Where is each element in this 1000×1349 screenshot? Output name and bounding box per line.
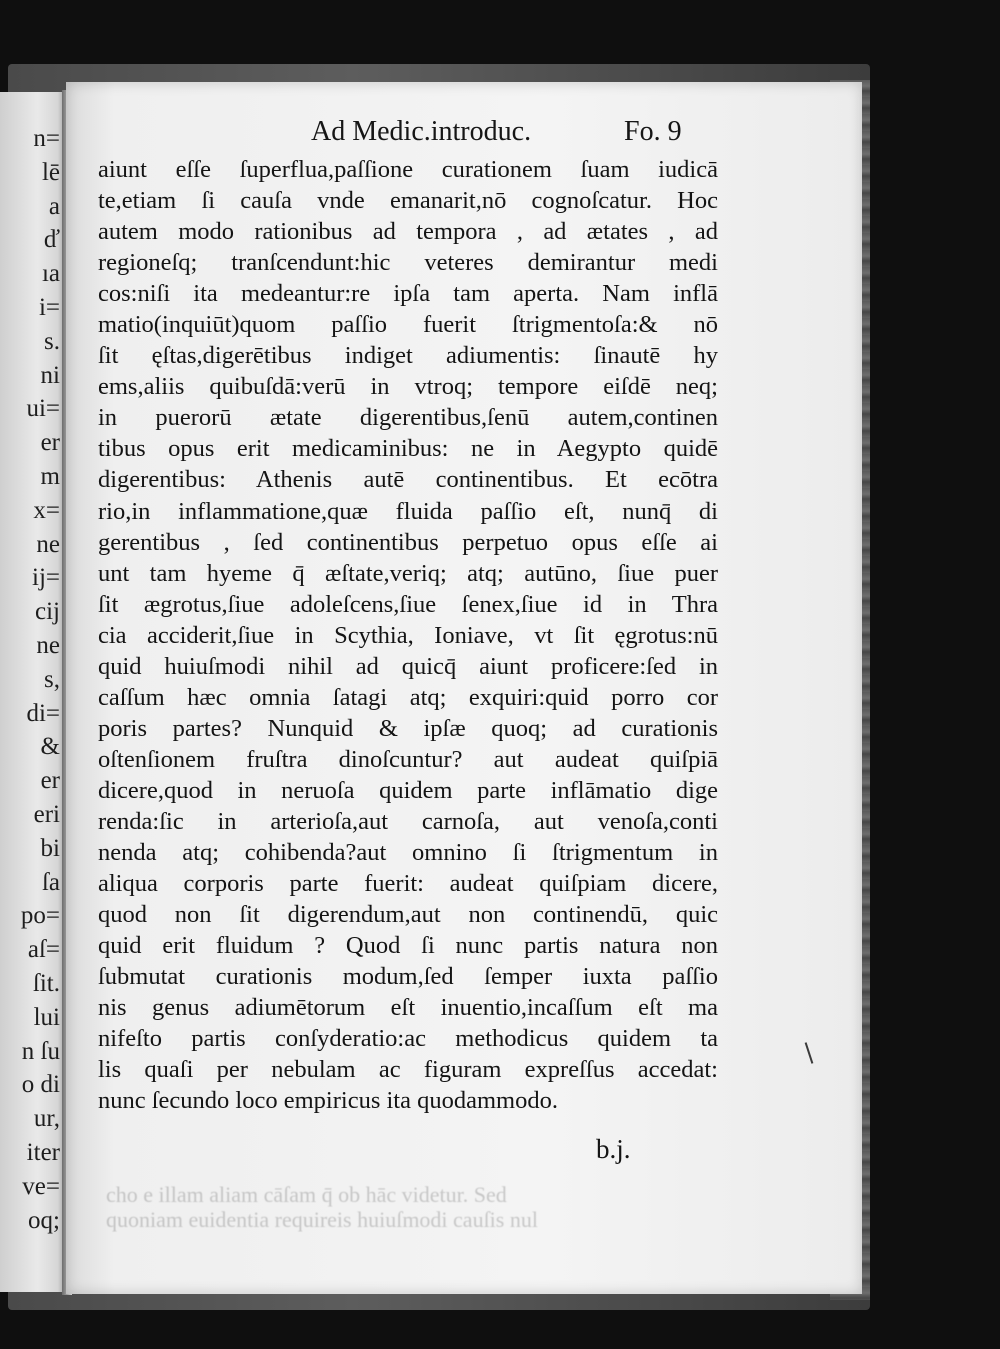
text-line: cos:niſi ita medeantur:re ipſa tam aperta. Nam inflā xyxy=(98,280,718,308)
left-page-fragment: o di xyxy=(21,1071,60,1099)
left-page-fragment: ď xyxy=(43,226,60,254)
folio-number: Fo. 9 xyxy=(624,116,682,147)
left-page-fragment: ni xyxy=(40,361,60,389)
text-line: nis genus adiumētorum eſt inuentio,incaſſum eſt ma xyxy=(98,994,718,1022)
left-page-fragment: i= xyxy=(38,293,60,321)
left-page-fragment: ur, xyxy=(33,1105,60,1133)
left-page-fragment: ſit. xyxy=(32,969,60,997)
left-page-fragment: s, xyxy=(44,665,60,693)
text-line: gerentibus , ſed continentibus perpetuo opus eſſe ai xyxy=(98,528,718,556)
text-line: autem modo rationibus ad tempora , ad ætates , ad xyxy=(98,218,718,246)
text-line: in puerorū ætate digerentibus,ſenū autem,continen xyxy=(98,404,718,432)
text-line: tibus opus erit medicaminibus: ne in Aegypto quidē xyxy=(98,435,718,463)
left-page-fragment: ıa xyxy=(41,260,60,288)
left-page-fragment: er xyxy=(40,429,60,457)
running-head-title: Ad Medic.introduc. xyxy=(311,116,532,147)
text-line: nifeſto partis conſyderatio:ac methodicus quidem ta xyxy=(98,1025,718,1053)
running-head xyxy=(311,116,731,156)
left-page-fragment: cij xyxy=(35,598,60,626)
left-page-fragment: n ſu xyxy=(21,1037,60,1065)
left-page-fragment: ne xyxy=(36,530,60,558)
signature-mark: b.j. xyxy=(596,1134,631,1164)
text-line: regioneſq; tranſcendunt:hic veteres demirantur medi xyxy=(98,249,718,277)
left-page-fragment: lē xyxy=(41,158,60,186)
text-line: cia acciderit,ſiue in Scythia, Ioniave, vt ſit ęgrotus:nū xyxy=(98,621,718,649)
text-line: matio(inquiūt)quom paſſio fuerit ſtrigmentoſa:& nō xyxy=(98,311,718,339)
left-page-fragment: a xyxy=(48,192,60,220)
stray-ink-mark xyxy=(805,1042,814,1064)
left-page-fragment: lui xyxy=(33,1003,60,1031)
left-page-fragment: ne xyxy=(36,631,60,659)
left-page-fragment: m xyxy=(40,462,60,490)
left-page-edge xyxy=(0,92,68,1292)
left-page-fragment: ui= xyxy=(26,395,60,423)
text-line: quod non ſit digerendum,aut non continendū, quic xyxy=(98,901,718,929)
text-line: oſtenſionem fruſtra dinoſcuntur? aut audeat quiſpiā xyxy=(98,745,718,773)
text-line: aiunt eſſe ſuperflua,paſſione curationem ſuam iudicā xyxy=(98,156,718,183)
text-line: ſit ægrotus,ſiue adoleſcens,ſiue ſenex,ſiue id in Thra xyxy=(98,590,718,618)
text-line: ems,aliis quibuſdā:verū in vtroq; tempore eiſdē neq; xyxy=(98,373,718,401)
text-line: ſit ęſtas,digerētibus indiget adiumentis: ſinautē hy xyxy=(98,342,718,370)
show-through-bleed: cho e illam aliam cāſam q̄ ob hāc videtur. Sed quoniam euidentia requireis huiuſmodi cauſis nul xyxy=(106,1182,538,1232)
left-page-fragment: x= xyxy=(33,496,60,524)
text-line: nenda atq; cohibenda?aut omnino ſi ſtrigmentum in xyxy=(98,839,718,867)
text-line: rio,in inflammatione,quæ fluida paſſio eſt, nunq̄ di xyxy=(98,497,718,525)
left-page-fragment: bi xyxy=(40,834,60,862)
text-line: aliqua corporis parte fuerit: audeat quiſpiam dicere, xyxy=(98,870,718,898)
text-line: lis quaſi per nebulam ac figuram expreſſus accedat: xyxy=(98,1056,718,1084)
text-line: caſſum hæc omnia ſatagi atq; exquiri:quid porro cor xyxy=(98,683,718,711)
left-page-fragment: ve= xyxy=(22,1172,60,1200)
left-page-text-fragments xyxy=(0,122,62,1237)
left-page-fragment: oq; xyxy=(28,1206,60,1234)
text-line: ſubmutat curationis modum,ſed ſemper iuxta paſſio xyxy=(98,963,718,991)
left-page-fragment: er xyxy=(40,767,60,795)
left-page-fragment: di= xyxy=(26,699,60,727)
left-page-fragment: eri xyxy=(33,800,60,828)
text-line: te,etiam ſi cauſa vnde emanarit,nō cognoſcatur. Hoc xyxy=(98,187,718,215)
left-page-fragment: n= xyxy=(33,125,60,152)
left-page-fragment: po= xyxy=(20,902,60,930)
text-line: quid erit fluidum ? Quod ſi nunc partis natura non xyxy=(98,932,718,960)
left-page-fragment: aſ= xyxy=(27,936,60,964)
body-text xyxy=(98,154,718,1116)
text-line: renda:ſic in arterioſa,aut carnoſa, aut venoſa,conti xyxy=(98,807,718,835)
left-page-fragment: s. xyxy=(44,327,60,355)
text-line: unt tam hyeme q̄ æſtate,veriq; atq; autūno, ſiue puer xyxy=(98,559,718,587)
text-line: dicere,quod in neruoſa quidem parte inflāmatio dige xyxy=(98,776,718,804)
text-line: nunc ſecundo loco empiricus ita quodammodo. xyxy=(98,1087,558,1115)
left-page-fragment: & xyxy=(40,733,60,761)
left-page-fragment: ij= xyxy=(32,564,60,592)
right-page xyxy=(66,82,862,1294)
text-line: digerentibus: Athenis autē continentibus. Et ecōtra xyxy=(98,466,718,494)
text-line: poris partes? Nunquid & ipſæ quoq; ad curationis xyxy=(98,714,718,742)
left-page-fragment: ſa xyxy=(41,868,60,896)
left-page-fragment: iter xyxy=(26,1138,60,1166)
text-line: quid huiuſmodi nihil ad quicq̄ aiunt proficere:ſed in xyxy=(98,652,718,680)
